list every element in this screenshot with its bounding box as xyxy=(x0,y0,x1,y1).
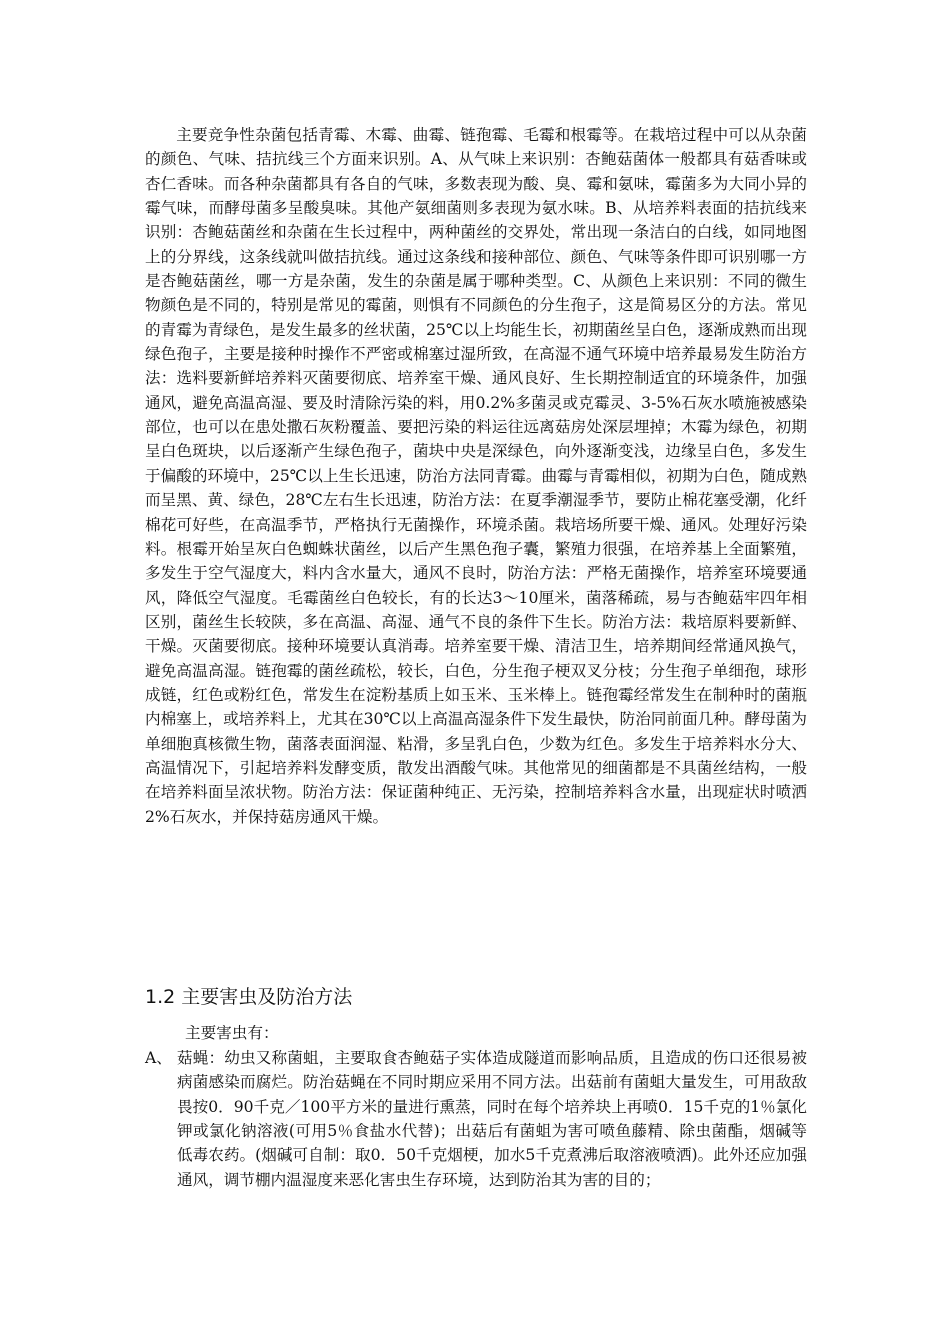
section-heading: 1.2 主要害虫及防治方法 xyxy=(145,986,353,1008)
list-marker: A、 xyxy=(145,1049,172,1067)
body-paragraph-contaminants: 主要竞争性杂菌包括青霉、木霉、曲霉、链孢霉、毛霉和根霉等。在栽培过程中可以从杂菌的颜色、气味、拮抗线三个方面来识别。A、从气味上来识别：杏鲍菇菌体一般都具有菇香味或杏仁香味。而各种杂菌都具有各自的气味，多数表现为酸、臭、霉和氨味，霉菌多为大同小异的霉气味，而酵母菌多呈酸臭味。其他产氨细菌则多表现为氨水味。B、从培养料表面的拮抗线来识别：杏鲍菇菌丝和杂菌在生长过程中，两种菌丝的交界处，常出现一条洁白的白线，如同地图上的分界线，这条线就叫做拮抗线。通过这条线和接种部位、颜色、气味等条件即可识别哪一方是杏鲍菇菌丝，哪一方是杂菌，发生的杂菌是属于哪种类型。C、从颜色上来识别：不同的微生物颜色是不同的，特别是常见的霉菌，则惧有不同颜色的分生孢子，这是简易区分的方法。常见的青霉为青绿色，是发生最多的丝状菌，25℃以上均能生长，初期菌丝呈白色，逐渐成熟而出现绿色孢子，主要是接种时操作不严密或棉塞过湿所致，在高湿不通气环境中培养最易发生防治方法：选料要新鲜培养料灭菌要彻底、培养室干燥、通风良好、生长期控制适宜的环境条件，加强通风，避免高温高湿、要及时清除污染的料，用0.2%多菌灵或克霉灵、3-5%石灰水喷施被感染部位，也可以在患处撒石灰粉覆盖、要把污染的料运往远离菇房处深层埋掉；木霉为绿色，初期呈白色斑块，以后逐渐产生绿色孢子，菌块中央是深绿色，向外逐渐变浅，边缘呈白色，多发生于偏酸的环境中，25℃以上生长迅速，防治方法同青霉。曲霉与青霉相似，初期为白色，随成熟而呈黑、黄、绿色，28℃左右生长迅速，防治方法：在夏季潮湿季节，要防止棉花塞受潮，化纤棉花可好些，在高温季节，严格执行无菌操作，环境杀菌。栽培场所要干燥、通风。处理好污染料。根霉开始呈灰白色蜘蛛状菌丝，以后产生黑色孢子囊，繁殖力很强，在培养基上全面繁殖，多发生于空气湿度大，料内含水量大，通风不良时，防治方法：严格无菌操作，培养室环境要通风，降低空气湿度。毛霉菌丝白色较长，有的长达3～10厘米，菌落稀疏，易与杏鲍菇牢四年相区别，菌丝生长较陕，多在高温、高湿、通气不良的条件下生长。防治方法：栽培原料要新鲜、干燥。灭菌要彻底。接种环境要认真消毒。培养室要干燥、清洁卫生，培养期间经常通风换气，避免高温高湿。链孢霉的菌丝疏松，较长，白色，分生孢子梗双叉分枝；分生孢子单细孢，球形成链，红色或粉红色，常发生在淀粉基质上如玉米、玉米棒上。链孢霉经常发生在制种时的菌瓶内棉塞上，或培养料上，尤其在30℃以上高温高湿条件下发生最快，防治同前面几种。酵母菌为单细胞真核微生物，菌落表面润湿、粘滑，多呈乳白色，少数为红色。多发生于培养料水分大、高温情况下，引起培养料发酵变质，散发出酒酸气味。其他常见的细菌都是不具菌丝结构，一般在培养料面呈浓状物。防治方法：保证菌种纯正、无污染，控制培养料含水量，出现症状时喷洒2%石灰水，并保持菇房通风干燥。 xyxy=(145,126,807,826)
pests-intro: 主要害虫有： xyxy=(185,1024,279,1042)
list-item-fungus-gnat xyxy=(145,1046,807,1192)
list-item-text: 菇蝇：幼虫又称菌蛆，主要取食杏鲍菇子实体造成隧道而影响品质，且造成的伤口还很易被病菌感染而腐烂。防治菇蝇在不同时期应采用不同方法。出菇前有菌蛆大量发生，可用敌敌畏按0．90千克／100平方米的量进行熏蒸，同时在每个培养块上再喷0．15千克的1％氯化钾或氯化钠溶液(可用5％食盐水代替)；出菇后有菌蛆为害可喷鱼藤精、除虫菌酯，烟碱等低毒农药。(烟碱可自制：取0．50千克烟梗，加水5千克煮沸后取溶液喷洒)。此外还应加强通风，调节棚内温湿度来恶化害虫生存环境，达到防治其为害的目的； xyxy=(177,1049,807,1189)
